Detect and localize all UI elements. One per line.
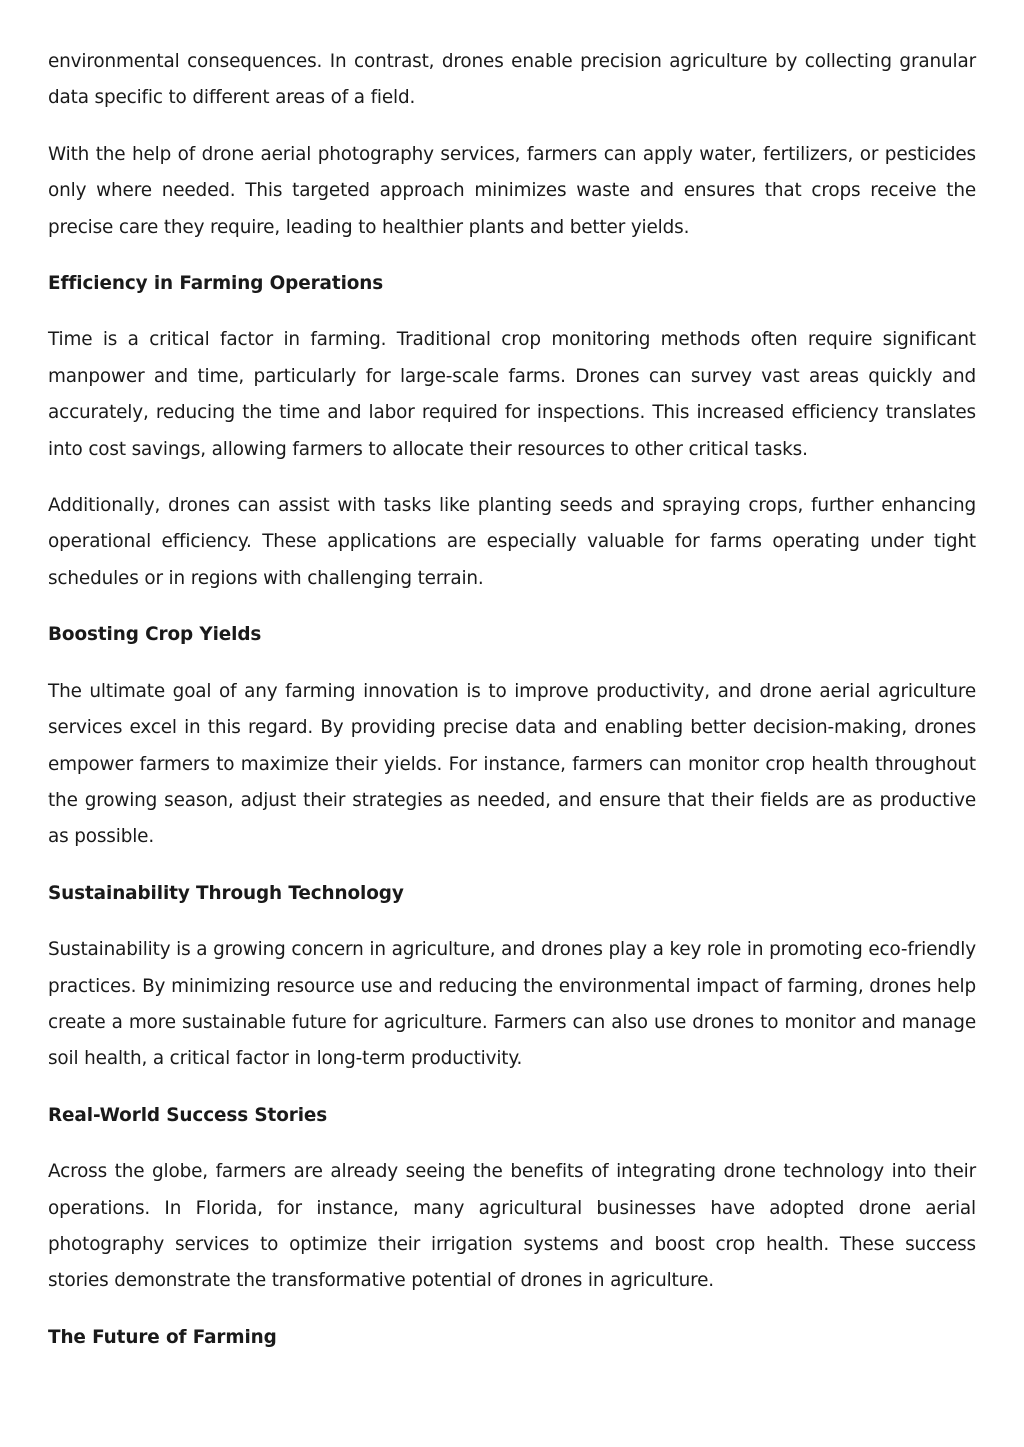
- paragraph-planting-spraying: Additionally, drones can assist with tasks like planting seeds and spraying crops, further enhancing operational efficiency. These applications are especially valuable for farms operating under tight schedules or in regions with challenging terrain.: [48, 495, 976, 589]
- heading-crop-yields: Boosting Crop Yields: [48, 624, 262, 646]
- heading-success-stories: Real-World Success Stories: [48, 1104, 328, 1126]
- paragraph-time-critical: Time is a critical factor in farming. Traditional crop monitoring methods often require significant manpower and time, particularly for large-scale farms. Drones can survey vast areas quickly and accurately, reducing the time and labor required for inspections. This increased efficiency translates into cost savings, allowing farmers to allocate their resources to other critical tasks.: [48, 329, 976, 460]
- paragraph-precision-intro: environmental consequences. In contrast, drones enable precision agriculture by collecting granular data specific to different areas of a field.: [48, 51, 976, 109]
- heading-future-farming: The Future of Farming: [48, 1326, 277, 1348]
- heading-efficiency: Efficiency in Farming Operations: [48, 273, 384, 295]
- paragraph-productivity: The ultimate goal of any farming innovation is to improve productivity, and drone aerial agriculture services excel in this regard. By providing precise data and enabling better decision-making, drones empower farmers to maximize their yields. For instance, farmers can monitor crop health throughout the growing season, adjust their strategies as needed, and ensure that their fields are as productive as possible.: [48, 680, 976, 848]
- paragraph-targeted-application: With the help of drone aerial photography services, farmers can apply water, fertilizers, or pesticides only where needed. This targeted approach minimizes waste and ensures that crops receive the precise care they require, leading to healthier plants and better yields.: [48, 143, 976, 238]
- paragraph-success-stories: Across the globe, farmers are already seeing the benefits of integrating drone technology into their operations. In Florida, for instance, many agricultural businesses have adopted drone aerial photography services to optimize their irrigation systems and boost crop health. These success stories demonstrate the transformative potential of drones in agriculture.: [48, 1161, 976, 1292]
- document-page: [48, 44, 976, 1376]
- paragraph-sustainability: Sustainability is a growing concern in agriculture, and drones play a key role in promoting eco-friendly practices. By minimizing resource use and reducing the environmental impact of farming, drones help create a more sustainable future for agriculture. Farmers can also use drones to monitor and manage soil health, a critical factor in long-term productivity.: [48, 939, 976, 1070]
- heading-sustainability: Sustainability Through Technology: [48, 882, 404, 904]
